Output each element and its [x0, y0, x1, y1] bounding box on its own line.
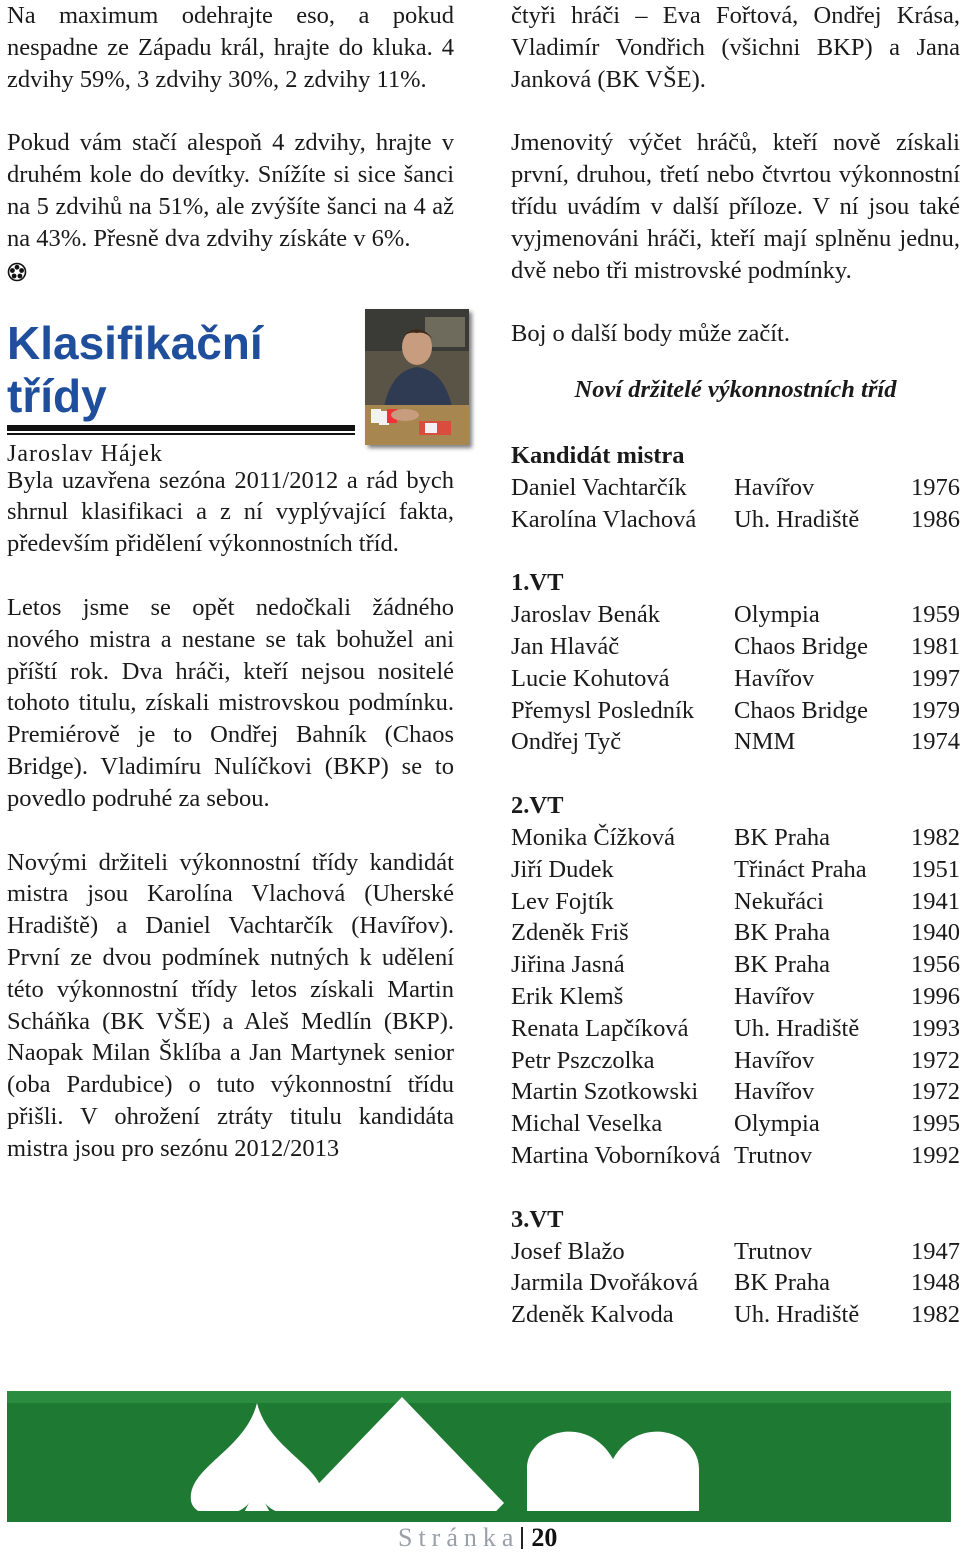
player-club: Olympia — [734, 1110, 820, 1138]
article-title-line-1: Klasifikační — [7, 316, 263, 369]
player-club: BK Praha — [734, 919, 830, 947]
player-year: 1959 — [911, 601, 960, 629]
body-paragraph-3: Novými držiteli výkonnostní třídy kandidát mistra jsou Karolína Vlachová (Uherské Hradiště) a Daniel Vachtarčík (Havířov). První ze dvou podmínek nutných k udělení této výkonnostní třídy letos získali Martin Scháňka (BK VŠE) a Aleš Medlín (BKP). Naopak Milan Šklíba a Jan Martynek senior (oba Pardubice) o tuto výkonnostní třídu přišli. V ohrožení ztráty titulu kandidáta mistra jsou pro sezónu 2012/2013 — [7, 848, 454, 1162]
list-heading: Noví držitelé výkonnostních tříd — [574, 376, 897, 404]
player-year: 1951 — [911, 855, 960, 883]
class-title: 2.VT — [511, 792, 564, 820]
player-club: Trutnov — [734, 1141, 813, 1169]
flower-ornament-icon — [7, 259, 454, 289]
player-club: BK Praha — [734, 951, 830, 979]
intro-paragraph-1: Na maximum odehrajte eso, a pokud nespadne ze Západu král, hrajte do kluka. 4 zdvihy 59%, 3 zdvihy 30%, 2 zdvihy 11%. — [7, 2, 454, 93]
player-row — [511, 854, 960, 886]
player-row — [511, 1140, 960, 1172]
player-year: 1995 — [911, 1110, 960, 1138]
player-row — [511, 504, 960, 536]
player-year: 1956 — [911, 951, 960, 979]
player-year: 1948 — [911, 1269, 960, 1297]
player-row — [511, 917, 960, 949]
right-paragraph-2: Jmenovitý výčet hráčů, kteří nově získali první, druhou, třetí nebo čtvrtou výkonnostní třídu uvádím v další příloze. V ní jsou také vyjmenováni hráči, kteří mají splněnu jednu, dvě nebo tři mistrovské podmínky. — [511, 129, 960, 284]
player-name: Martin Szotkowski — [511, 1078, 699, 1106]
class-list — [511, 440, 960, 1331]
class-block — [511, 440, 960, 535]
player-year: 1941 — [911, 887, 960, 915]
player-name: Jiří Dudek — [511, 855, 614, 883]
player-row — [511, 1108, 960, 1140]
player-name: Zdeněk Kalvoda — [511, 1301, 674, 1329]
player-year: 1986 — [911, 505, 960, 533]
player-name: Jan Hlaváč — [511, 632, 620, 660]
player-name: Jiřina Jasná — [511, 951, 625, 979]
intro-paragraph-2: Pokud vám stačí alespoň 4 zdvihy, hrajte v druhém kole do devítky. Snížíte si sice šanci na 5 zdvihů na 51%, ale zvýšíte šanci na 4 až na 43%. Přesně dva zdvihy získáte v 6%. — [7, 129, 454, 252]
player-club: BK Praha — [734, 823, 830, 851]
right-column — [511, 0, 960, 1331]
player-name: Josef Blažo — [511, 1237, 625, 1265]
player-club: Havířov — [734, 1078, 815, 1106]
class-title: 1.VT — [511, 569, 564, 597]
player-club: Trutnov — [734, 1237, 813, 1265]
player-club: Havířov — [734, 473, 815, 501]
player-row — [511, 599, 960, 631]
player-club: Třináct Praha — [734, 855, 867, 883]
player-row — [511, 1299, 960, 1331]
player-club: Nekuřáci — [734, 887, 824, 915]
player-name: Monika Čížková — [511, 823, 675, 851]
player-club: Havířov — [734, 1046, 815, 1074]
page-footer — [398, 1521, 557, 1555]
player-year: 1997 — [911, 664, 960, 692]
player-year: 1974 — [911, 728, 960, 756]
player-year: 1996 — [911, 982, 960, 1010]
player-year: 1981 — [911, 632, 960, 660]
player-club: Olympia — [734, 601, 820, 629]
player-row — [511, 1267, 960, 1299]
player-year: 1979 — [911, 696, 960, 724]
right-paragraph-3: Boj o další body může začít. — [511, 320, 790, 348]
page-label: Stránka — [398, 1523, 520, 1552]
class-title: Kandidát mistra — [511, 441, 685, 469]
title-rule-thick — [7, 425, 355, 431]
player-year: 1940 — [911, 919, 960, 947]
player-name: Karolína Vlachová — [511, 505, 697, 533]
player-name: Renata Lapčíková — [511, 1014, 689, 1042]
player-year: 1993 — [911, 1014, 960, 1042]
player-name: Lucie Kohutová — [511, 664, 670, 692]
player-year: 1992 — [911, 1141, 960, 1169]
class-block — [511, 790, 960, 1172]
player-year: 1982 — [911, 823, 960, 851]
player-year: 1972 — [911, 1046, 960, 1074]
player-club: Chaos Bridge — [734, 632, 869, 660]
article-title-line-2: třídy — [7, 369, 107, 422]
player-club: Chaos Bridge — [734, 696, 869, 724]
player-club: NMM — [734, 728, 796, 756]
player-row — [511, 472, 960, 504]
player-name: Lev Fojtík — [511, 887, 614, 915]
player-name: Jaroslav Benák — [511, 601, 660, 629]
player-club: BK Praha — [734, 1269, 830, 1297]
player-row — [511, 949, 960, 981]
player-row — [511, 726, 960, 758]
player-name: Daniel Vachtarčík — [511, 473, 687, 501]
body-paragraph-2: Letos jsme se opět nedočkali žádného nového mistra a nestane se tak bohužel ani příští rok. Dva hráči, kteří nejsou nositelé tohoto titulu, získali mistrovskou podmínku. Premiérově je to Ondřej Bahník (Chaos Bridge). Vladimíru Nulíčkovi (BKP) se to povedlo podruhé za sebou. — [7, 593, 454, 812]
right-paragraph-1: čtyři hráči – Eva Fořtová, Ondřej Krása, Vladimír Vondřich (všichni BKP) a Jana Janková (BK VŠE). — [511, 2, 960, 93]
player-row — [511, 1045, 960, 1077]
article-heading — [7, 295, 454, 465]
title-rule-thin — [7, 433, 355, 435]
author-photo — [365, 309, 469, 445]
player-row — [511, 631, 960, 663]
player-name: Petr Pszczolka — [511, 1046, 655, 1074]
player-row — [511, 1013, 960, 1045]
player-name: Jarmila Dvořáková — [511, 1269, 699, 1297]
player-name: Zdeněk Friš — [511, 919, 629, 947]
player-row — [511, 822, 960, 854]
player-club: Havířov — [734, 982, 815, 1010]
player-name: Přemysl Posledník — [511, 696, 695, 724]
player-row — [511, 663, 960, 695]
class-block — [511, 1204, 960, 1331]
player-name: Erik Klemš — [511, 982, 624, 1010]
body-paragraph-1: Byla uzavřena sezóna 2011/2012 a rád bych shrnul klasifikaci a z ní vyplývající fakta, především přidělení výkonnostních tříd. — [7, 466, 454, 558]
author-name: Jaroslav Hájek — [7, 440, 163, 467]
player-row — [511, 886, 960, 918]
card-suits-banner — [7, 1391, 951, 1522]
player-row — [511, 695, 960, 727]
player-name: Michal Veselka — [511, 1110, 663, 1138]
player-club: Havířov — [734, 664, 815, 692]
player-name: Ondřej Tyč — [511, 728, 622, 756]
page-number: 20 — [531, 1523, 558, 1552]
class-block — [511, 567, 960, 758]
player-year: 1982 — [911, 1301, 960, 1329]
left-column — [7, 0, 454, 1165]
player-year: 1947 — [911, 1237, 960, 1265]
player-row — [511, 1076, 960, 1108]
player-year: 1972 — [911, 1078, 960, 1106]
player-row — [511, 981, 960, 1013]
class-title: 3.VT — [511, 1205, 564, 1233]
player-year: 1976 — [911, 473, 960, 501]
player-name: Martina Voborníková — [511, 1141, 721, 1169]
footer-separator — [521, 1527, 523, 1549]
player-club: Uh. Hradiště — [734, 505, 860, 533]
player-club: Uh. Hradiště — [734, 1301, 860, 1329]
player-club: Uh. Hradiště — [734, 1014, 860, 1042]
player-row — [511, 1236, 960, 1268]
